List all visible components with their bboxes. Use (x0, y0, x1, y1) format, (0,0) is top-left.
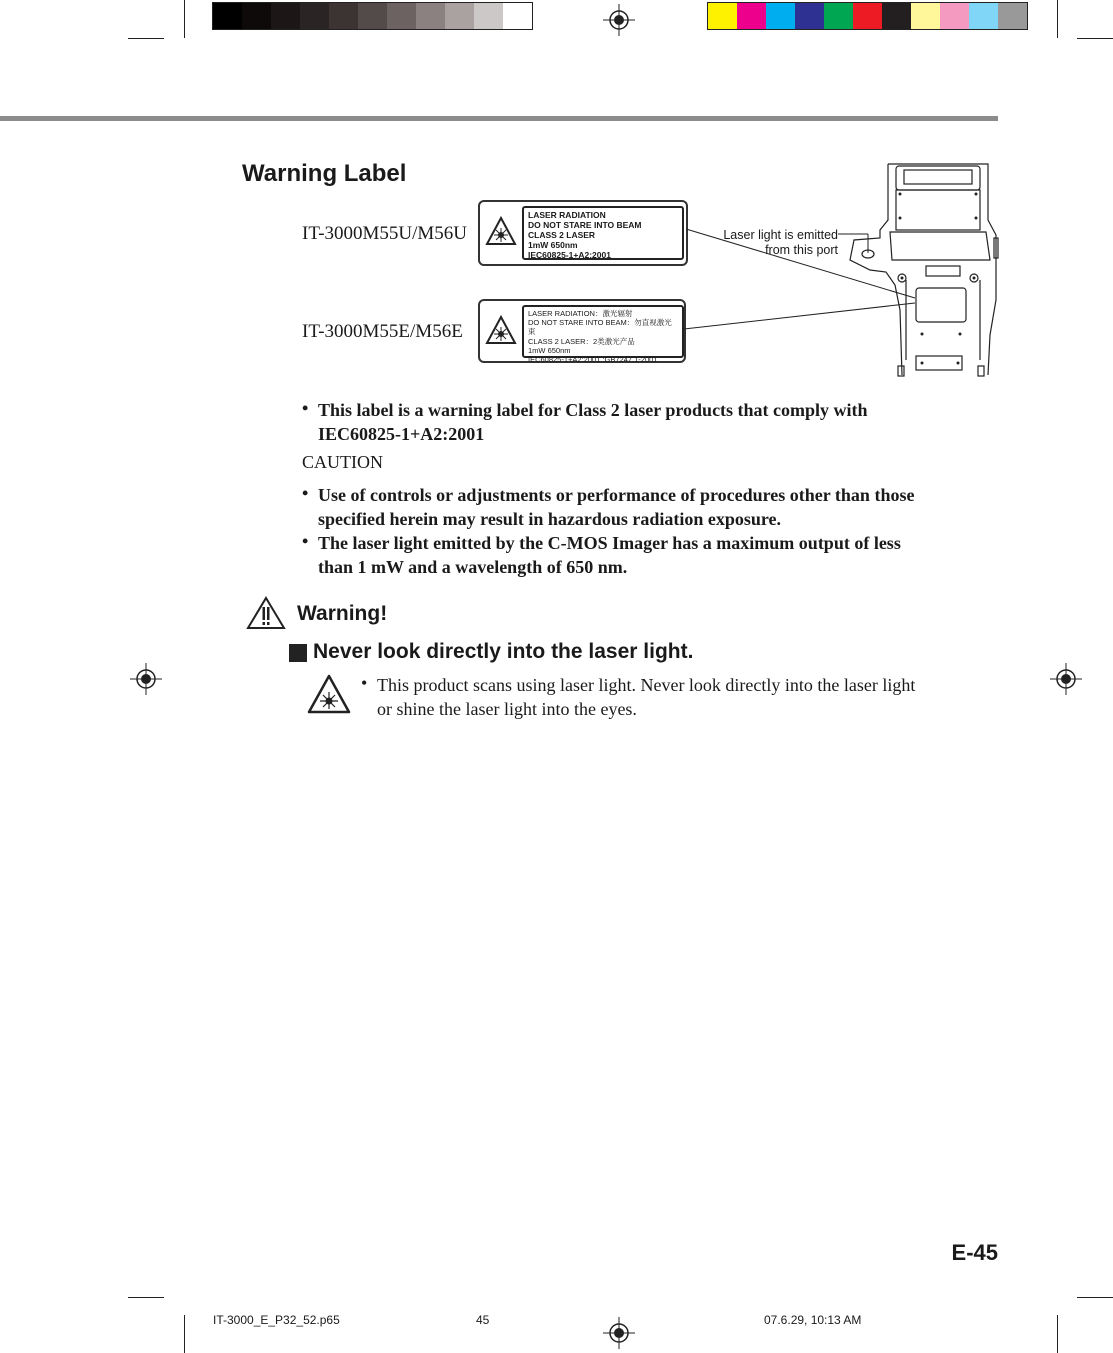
text-line: IEC60825-1+A2:2001 (318, 424, 485, 444)
label-line: 1mW 650nm (528, 240, 578, 250)
laser-hazard-icon (306, 673, 352, 715)
crop-mark (1057, 1315, 1058, 1353)
model-name-1: IT-3000M55U/M56U (302, 223, 468, 244)
text-line: or shine the laser light into the eyes. (377, 699, 637, 719)
footer-page: 45 (476, 1313, 490, 1327)
bullet-icon: • (302, 483, 309, 503)
crop-mark (184, 1315, 185, 1353)
label-line: IEC60825-1+A2:2001 :GB7247.1-2001 (528, 355, 658, 365)
text-line: The laser light emitted by the C-MOS Imager has a maximum output of less (318, 533, 901, 553)
registration-mark-icon (603, 1317, 635, 1349)
label-line: DO NOT STARE INTO BEAM (528, 220, 642, 230)
bullet-icon: • (302, 531, 309, 551)
device-back-illustration (840, 160, 1000, 380)
footer-filename: IT-3000_E_P32_52.p65 (213, 1313, 340, 1327)
callout-line: from this port (765, 243, 838, 257)
text-line: than 1 mW and a wavelength of 650 nm. (318, 557, 628, 577)
square-bullet-icon (289, 644, 307, 662)
page-number: E-45 (951, 1240, 998, 1265)
registration-mark-icon (1050, 663, 1082, 695)
text-line: This label is a warning label for Class 2 laser products that comply with (318, 400, 868, 420)
label-line: IEC60825-1+A2:2001 (528, 250, 611, 260)
bullet-3-text (318, 531, 901, 579)
model-name-2: IT-3000M55E/M56E (302, 321, 463, 342)
callout-line: Laser light is emitted (723, 228, 838, 242)
crop-mark (1077, 1297, 1113, 1298)
label-line: DO NOT STARE INTO BEAM：勿直视激光束 (528, 318, 672, 337)
port-callout (700, 228, 838, 258)
bullet-icon: • (361, 673, 368, 693)
text-line: This product scans using laser light. Never look directly into the laser light (377, 675, 916, 695)
bullet-1-text (318, 398, 868, 446)
bullet-icon: • (302, 398, 309, 418)
label-line: LASER RADIATION (528, 210, 606, 220)
label-line: LASER RADIATION：激光辐射 (528, 309, 633, 318)
label-line: CLASS 2 LASER (528, 230, 596, 240)
registration-mark-icon (130, 663, 162, 695)
label-line: CLASS 2 LASER：2类激光产品 (528, 336, 635, 346)
text-line: specified herein may result in hazardous radiation exposure. (318, 509, 782, 529)
footer-timestamp: 07.6.29, 10:13 AM (764, 1313, 862, 1327)
caution-heading: CAUTION (302, 452, 383, 472)
text-line: Use of controls or adjustments or performance of procedures other than those (318, 485, 915, 505)
bullet-2-text (318, 483, 914, 531)
page-title: Warning Label (242, 160, 407, 187)
label-line: 1mW 650nm (528, 345, 571, 355)
warning-heading: Never look directly into the laser light. (313, 640, 694, 663)
warning-triangle-icon (246, 596, 286, 630)
warning-text (377, 673, 915, 721)
crop-mark (128, 1297, 164, 1298)
warning-title: Warning! (297, 602, 388, 625)
